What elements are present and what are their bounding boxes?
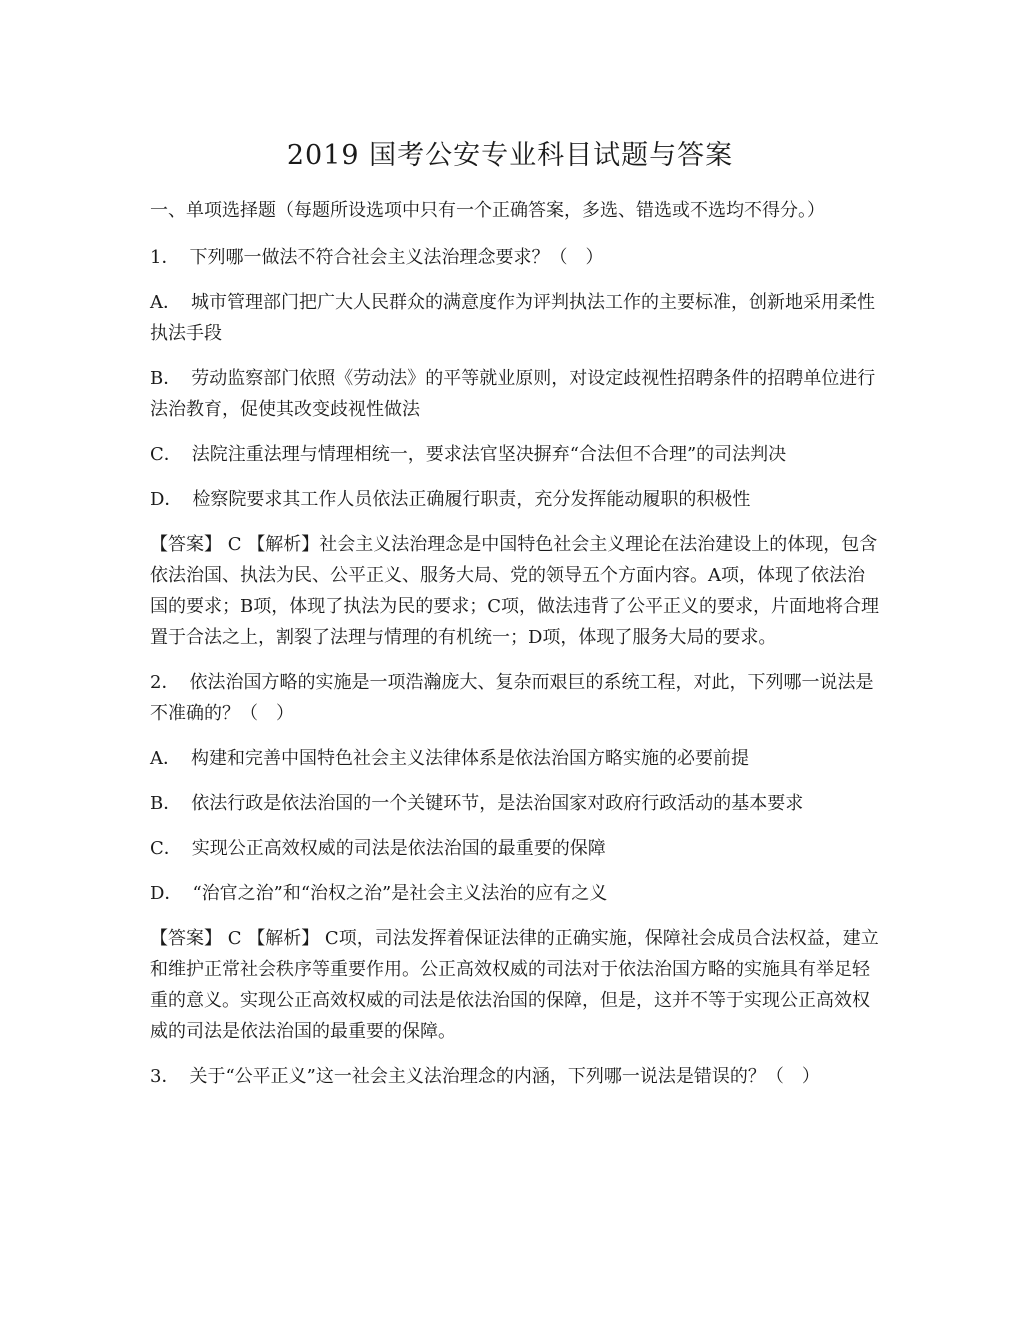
option-text: 法院注重法理与情理相统一，要求法官坚决摒弃“合法但不合理”的司法判决 [191, 444, 787, 465]
question-3-stem [150, 1061, 880, 1092]
option-label: A． [150, 292, 181, 313]
question-1-option-b [150, 363, 880, 425]
question-2-option-a [150, 743, 880, 774]
option-text: 实现公正高效权威的司法是依法治国的最重要的保障 [191, 838, 606, 859]
option-label: D． [150, 883, 183, 904]
question-number: 3． [150, 1066, 180, 1087]
question-number: 2． [150, 672, 180, 693]
question-2-option-c [150, 833, 880, 864]
option-text: 劳动监察部门依照《劳动法》的平等就业原则，对设定歧视性招聘条件的招聘单位进行法治教育，促使其改变歧视性做法 [150, 368, 876, 420]
option-text: 检察院要求其工作人员依法正确履行职责，充分发挥能动履职的积极性 [192, 489, 751, 510]
question-1-answer: 【答案】 C 【解析】社会主义法治理念是中国特色社会主义理论在法治建设上的体现，包含依法治国、执法为民、公平正义、服务大局、党的领导五个方面内容。A项，体现了依法治国的要求；B项，体现了执法为民的要求；C项，做法违背了公平正义的要求，片面地将合理置于合法之上，割裂了法理与情理的有机统一；D项，体现了服务大局的要求。 [150, 534, 879, 648]
option-label: B． [150, 793, 182, 814]
option-label: C． [150, 838, 182, 859]
option-label: A． [150, 748, 181, 769]
section-heading: 一、单项选择题（每题所设选项中只有一个正确答案，多选、错选或不选均不得分。） [150, 200, 825, 221]
option-label: D． [150, 489, 183, 510]
option-text: 依法行政是依法治国的一个关键环节，是法治国家对政府行政活动的基本要求 [191, 793, 804, 814]
document-body [150, 195, 880, 1106]
question-2-option-b [150, 788, 880, 819]
question-1-option-a [150, 287, 880, 349]
option-label: B． [150, 368, 182, 389]
question-1-option-d [150, 484, 880, 515]
question-2-answer: 【答案】 C 【解析】 C项，司法发挥着保证法律的正确实施，保障社会成员合法权益，建立和维护正常社会秩序等重要作用。公正高效权威的司法对于依法治国方略的实施具有举足轻重的意义。实现公正高效权威的司法是依法治国的保障，但是，这并不等于实现公正高效权威的司法是依法治国的最重要的保障。 [150, 928, 879, 1042]
question-1-option-c [150, 439, 880, 470]
question-1-stem [150, 242, 880, 273]
question-number: 1． [150, 247, 180, 268]
option-text: “治官之治”和“治权之治”是社会主义法治的应有之义 [192, 883, 608, 904]
option-text: 城市管理部门把广大人民群众的满意度作为评判执法工作的主要标准，创新地采用柔性执法手段 [150, 292, 875, 344]
question-text: 依法治国方略的实施是一项浩瀚庞大、复杂而艰巨的系统工程，对此，下列哪一说法是不准确的？（ ） [150, 672, 874, 724]
option-text: 构建和完善中国特色社会主义法律体系是依法治国方略实施的必要前提 [191, 748, 749, 769]
question-2-option-d [150, 878, 880, 909]
question-text: 下列哪一做法不符合社会主义法治理念要求？（ ） [189, 247, 604, 268]
question-2-stem [150, 667, 880, 729]
document-title: 2019 国考公安专业科目试题与答案 [286, 140, 734, 171]
question-text: 关于“公平正义”这一社会主义法治理念的内涵，下列哪一说法是错误的？（ ） [189, 1066, 820, 1087]
option-label: C． [150, 444, 182, 465]
